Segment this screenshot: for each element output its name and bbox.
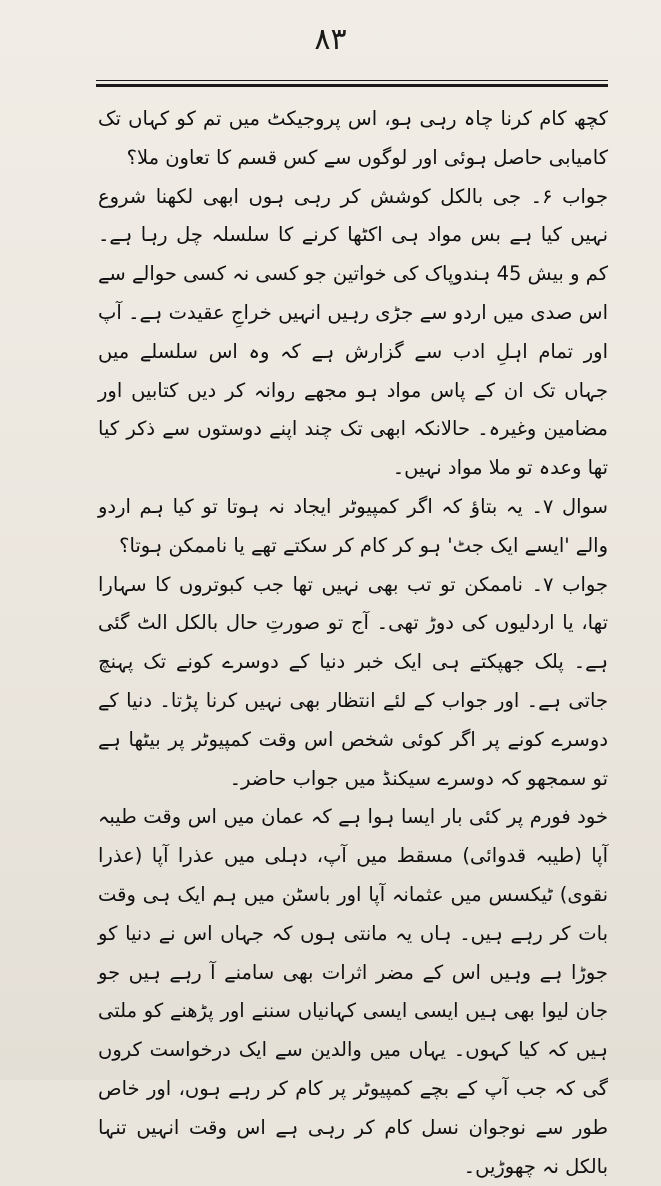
paragraph-answer-6: جواب ۶۔ جی بالکل کوشش کر رہی ہوں ابھی لکھنا شروع نہیں کیا ہے بس مواد ہی اکٹھا کرنے کا سلسلہ چل رہا ہے۔ کم و بیش 45 ہندوپاک کی خواتین جو کسی نہ کسی حوالے سے اس صدی میں اردو سے جڑی رہیں انہیں خراجِ عقیدت ہے۔ آپ اور تمام اہلِ ادب سے گزارش ہے کہ وہ اس سلسلے میں جہاں تک ان کے پاس مواد ہو مجھے روانہ کر دیں کتابیں اور مضامین وغیرہ۔ حالانکہ ابھی تک چند اپنے دوستوں سے ذکر کیا تھا وعدہ تو ملا مواد نہیں۔ <box>98 184 608 480</box>
paragraph-question-7: سوال ۷۔ یہ بتاؤ کہ اگر کمپیوٹر ایجاد نہ ہوتا تو کیا ہم اردو والے 'ایسے ایک جٹ' ہو کر کام کر سکتے تھے یا ناممکن ہوتا؟ <box>98 494 608 557</box>
header-rule-thin <box>96 80 608 81</box>
paragraph-forum: خود فورم پر کئی بار ایسا ہوا ہے کہ عمان میں اس وقت طیبہ آپا (طیبہ قدوائی) مسقط میں آپ، دہلی میں عذرا آپا (عذرا نقوی) ٹیکسس میں عثمانہ آپا اور باسٹن میں ہم ایک ہی وقت بات کر رہے ہیں۔ ہاں یہ مانتی ہوں کہ جہاں اس نے دنیا کو جوڑا ہے وہیں اس کے مضر اثرات بھی سامنے آ رہے ہیں جو جان لیوا بھی ہیں ایسی ایسی کہانیاں سننے اور پڑھنے کو ملتی ہیں کہ کیا کہوں۔ یہاں میں والدین سے ایک درخواست کروں گی کہ جب آپ کے بچے کمپیوٹر پر کام کر رہے ہوں، اور خاص طور سے نوجوان نسل کام کر رہی ہے اس وقت انہیں تنہا بالکل نہ چھوڑیں۔ <box>98 805 608 1178</box>
page-body <box>98 100 608 1178</box>
paragraph-question-continued: کچھ کام کرنا چاہ رہی ہو، اس پروجیکٹ میں تم کو کہاں تک کامیابی حاصل ہوئی اور لوگوں سے کس قسم کا تعاون ملا؟ <box>98 107 608 169</box>
paragraph-answer-7: جواب ۷۔ ناممکن تو تب بھی نہیں تھا جب کبوتروں کا سہارا تھا، یا اردلیوں کی دوڑ تھی۔ آج تو صورتِ حال بالکل الٹ گئی ہے۔ پلک جھپکتے ہی ایک خبر دنیا کے دوسرے کونے تک پہنچ جاتی ہے۔ اور جواب کے لئے انتظار بھی نہیں کرنا پڑتا۔ دنیا کے دوسرے کونے پر اگر کوئی شخص اس وقت کمپیوٹر پر بیٹھا ہے تو سمجھو کہ دوسرے سیکنڈ میں جواب حاضر۔ <box>98 572 608 790</box>
header-rule-thick <box>96 84 608 87</box>
page-number: ۸۳ <box>314 22 347 57</box>
